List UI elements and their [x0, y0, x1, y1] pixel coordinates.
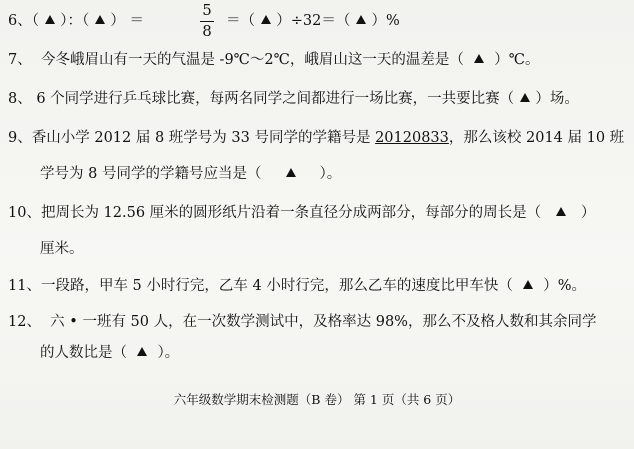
question-number: 9、 [8, 130, 32, 146]
question-number: 11、 [8, 278, 41, 294]
answer-blank-icon [556, 207, 566, 216]
question-10: 10、把周长为 12.56 厘米的圆形纸片沿着一条直径分成两部分，每部分的周长是（ ） [8, 205, 596, 221]
fraction-denominator: 8 [202, 22, 212, 40]
page-footer: 六年级数学期末检测题（B 卷） 第 1 页（共 6 页） [173, 392, 461, 407]
answer-blank-icon [356, 15, 366, 24]
question-number: 6、 [8, 13, 32, 29]
question-7: 7、 今冬峨眉山有一天的气温是 -9℃～2℃，峨眉山这一天的温差是（ ）℃。 [8, 52, 540, 68]
question-number: 8、 [8, 91, 32, 107]
answer-blank-icon [137, 347, 147, 356]
answer-blank-icon [520, 93, 530, 102]
answer-blank-icon [261, 15, 271, 24]
question-number: 7、 [8, 52, 32, 68]
question-12-line-2: 的人数比是（ ）。 [40, 345, 180, 361]
fraction-numerator: 5 [202, 1, 212, 19]
question-11: 11、一段路，甲车 5 小时行完，乙车 4 小时行完，那么乙车的速度比甲车快（ ）%。 [8, 278, 587, 294]
answer-blank-icon [523, 280, 533, 289]
student-id-code: 20120833 [375, 130, 449, 146]
question-6-continued: ＝（ ）÷32＝（ ）% [226, 13, 400, 29]
answer-blank-icon [474, 54, 484, 63]
answer-blank-icon [286, 168, 296, 177]
question-number: 12、 [8, 314, 41, 330]
answer-blank-icon [95, 15, 105, 24]
question-8: 8、 6 个同学进行乒乓球比赛，每两名同学之间都进行一场比赛，一共要比赛（ ）场。 [8, 91, 579, 107]
question-number: 10、 [8, 205, 41, 221]
question-10-line-2: 厘米。 [40, 241, 84, 257]
question-12: 12、 六 • 一班有 50 人，在一次数学测试中，及格率达 98%，那么不及格人数和其余同学 [8, 314, 597, 330]
question-9: 9、香山小学 2012 届 8 班学号为 33 号同学的学籍号是 20120833，那么该校 2014 届 10 班 [8, 130, 625, 146]
answer-blank-icon [45, 15, 55, 24]
question-6: 6、（ ）：（ ） ＝ [8, 13, 145, 29]
question-9-line-2: 学号为 8 号同学的学籍号应当是（ ）。 [40, 166, 342, 182]
